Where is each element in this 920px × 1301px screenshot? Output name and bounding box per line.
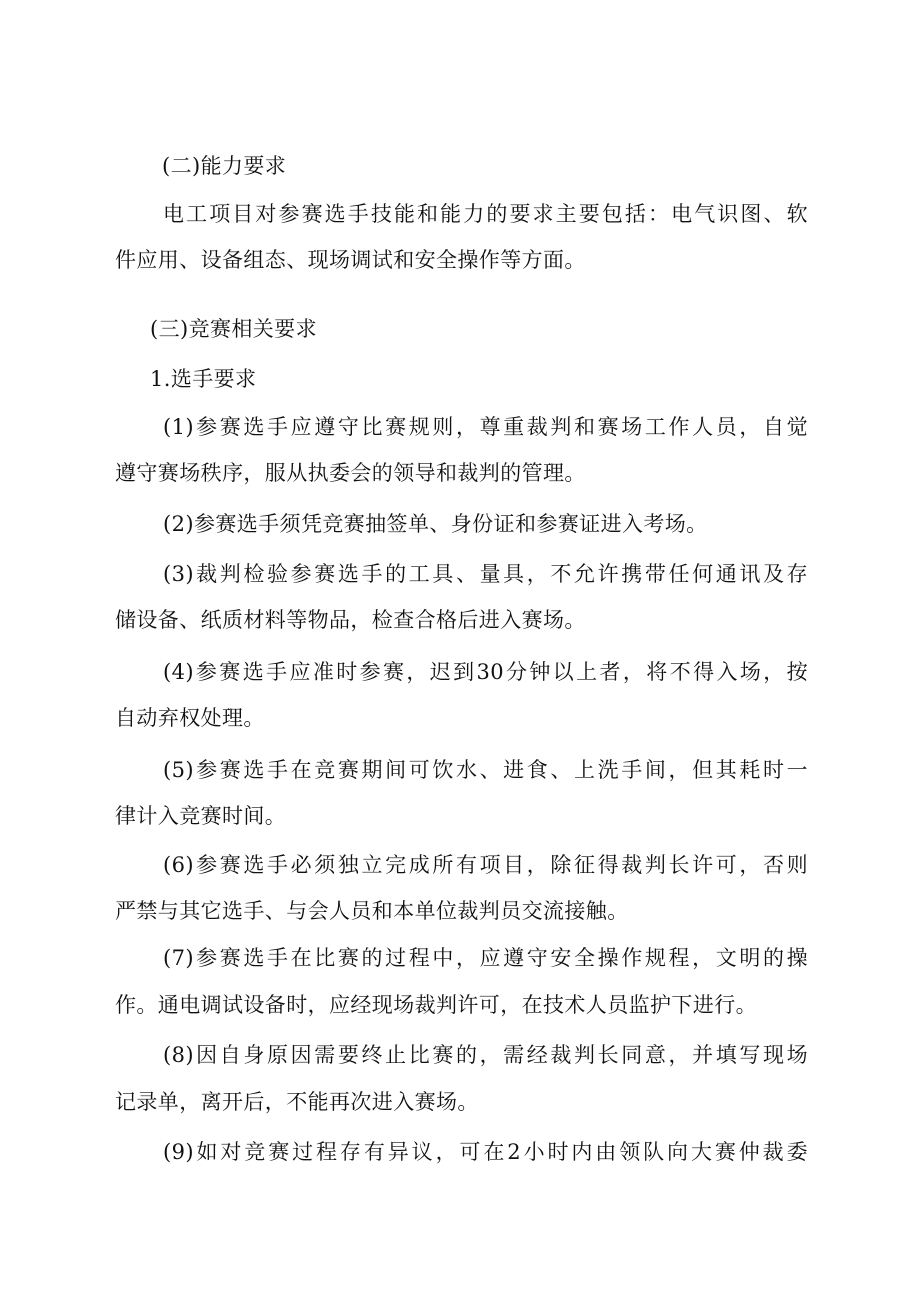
rule-6-line-2: 严禁与其它选手、与会人员和本单位裁判员交流接触。 <box>115 899 629 923</box>
rule-9-line-1: (9)如对竞赛过程存有异议，可在2小时内由领队向大赛仲裁委 <box>163 1140 808 1164</box>
section-heading-competition: (三)竞赛相关要求 <box>150 317 317 341</box>
rule-5-line-2: 律计入竞赛时间。 <box>115 804 287 828</box>
paragraph-ability-line-1: 电工项目对参赛选手技能和能力的要求主要包括：电气识图、软 <box>163 202 808 226</box>
rule-1-line-2: 遵守赛场秩序，服从执委会的领导和裁判的管理。 <box>115 461 586 485</box>
rule-4-line-2: 自动弃权处理。 <box>115 706 265 730</box>
rule-8-line-2: 记录单，离开后，不能再次进入赛场。 <box>115 1090 479 1114</box>
rule-3-line-2: 储设备、纸质材料等物品，检查合格后进入赛场。 <box>115 608 586 632</box>
rule-6-line-1: (6)参赛选手必须独立完成所有项目，除征得裁判长许可，否则 <box>163 853 808 877</box>
rule-7-line-1: (7)参赛选手在比赛的过程中，应遵守安全操作规程，文明的操 <box>163 946 808 970</box>
rule-3-line-1: (3)裁判检验参赛选手的工具、量具，不允许携带任何通讯及存 <box>163 562 808 586</box>
rule-2-line-1: (2)参赛选手须凭竞赛抽签单、身份证和参赛证进入考场。 <box>163 512 708 536</box>
section-heading-ability: (二)能力要求 <box>162 154 287 178</box>
rule-4-line-1: (4)参赛选手应准时参赛，迟到30分钟以上者，将不得入场，按 <box>163 660 808 684</box>
rule-5-line-1: (5)参赛选手在竞赛期间可饮水、进食、上洗手间，但其耗时一 <box>163 758 808 782</box>
paragraph-ability-line-2: 件应用、设备组态、现场调试和安全操作等方面。 <box>115 248 586 272</box>
rule-8-line-1: (8)因自身原因需要终止比赛的，需经裁判长同意，并填写现场 <box>163 1043 808 1067</box>
subheading-contestant-requirements: 1.选手要求 <box>150 367 257 391</box>
rule-7-line-2: 作。通电调试设备时，应经现场裁判许可，在技术人员监护下进行。 <box>115 993 757 1017</box>
rule-1-line-1: (1)参赛选手应遵守比赛规则，尊重裁判和赛场工作人员，自觉 <box>163 415 808 439</box>
